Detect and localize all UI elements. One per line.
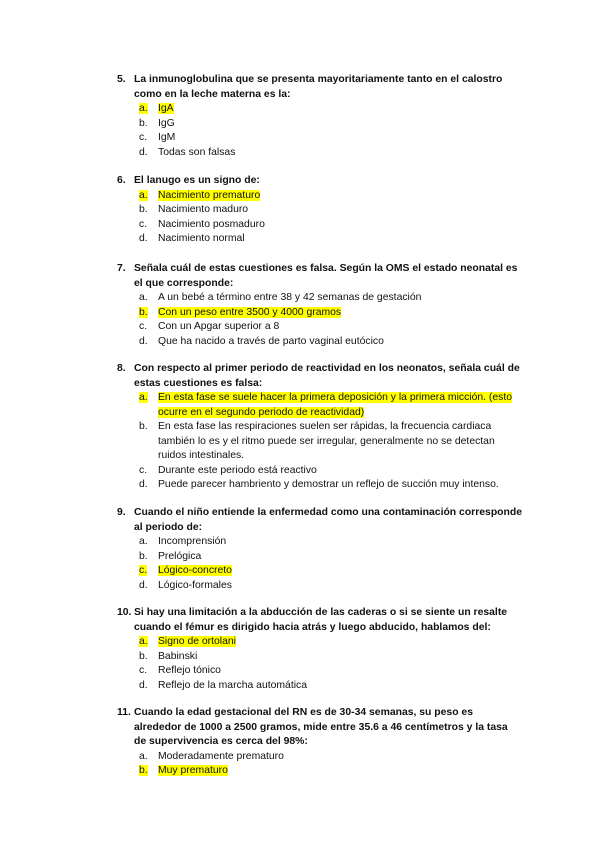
option-text: Babinski: [158, 650, 198, 662]
option: [139, 291, 522, 306]
option-letter: c.: [139, 565, 148, 576]
question-5: [117, 73, 522, 160]
option-letter: a.: [139, 292, 148, 303]
option: [139, 664, 522, 679]
question-line: [117, 606, 522, 635]
option-letter: b.: [139, 421, 148, 432]
option-highlighted: [139, 764, 522, 779]
question-text: El lanugo es un signo de:: [134, 175, 260, 186]
question-number: 9.: [117, 507, 126, 518]
option-text: Todas son falsas: [158, 146, 236, 158]
option: [139, 535, 522, 550]
question-line: [117, 506, 522, 535]
option-highlighted: [139, 635, 522, 650]
question-number: 5.: [117, 74, 126, 85]
question-8: [117, 362, 522, 493]
option-letter: c.: [139, 218, 148, 230]
option-text: Reflejo tónico: [158, 665, 221, 676]
question-text: Con respecto al primer periodo de reactividad en los neonatos, señala cuál de estas cuestiones es falsa:: [134, 363, 520, 389]
option: [139, 478, 522, 493]
question-line: [117, 174, 522, 189]
option: [139, 420, 522, 464]
question-line: [117, 362, 522, 391]
option-letter: d.: [139, 579, 148, 591]
option-letter: d.: [139, 335, 148, 347]
option-text: En esta fase se suele hacer la primera deposición y la primera micción. (esto ocurre en el segundo periodo de reactividad): [158, 392, 513, 418]
question-number: 7.: [117, 263, 126, 274]
option-highlighted: [139, 306, 522, 321]
option: [139, 131, 522, 146]
option-text: IgG: [158, 117, 175, 129]
option-text: Que ha nacido a través de parto vaginal eutócico: [158, 335, 384, 347]
option-letter: c.: [139, 464, 148, 476]
option: [139, 579, 522, 594]
option-text: IgM: [158, 132, 176, 143]
option: [139, 335, 522, 350]
option-letter: b.: [139, 117, 148, 129]
option: [139, 117, 522, 132]
option-text: Con un Apgar superior a 8: [158, 321, 280, 332]
question-9: [117, 506, 522, 593]
question-line: [117, 706, 522, 750]
option-text: Reflejo de la marcha automática: [158, 679, 308, 691]
option-letter: d.: [139, 233, 148, 244]
question-number: 11.: [117, 707, 131, 718]
options-list: [117, 535, 522, 593]
options-list: [117, 635, 522, 693]
option: [139, 679, 522, 694]
option-text: Lógico-formales: [158, 579, 232, 591]
option-letter: a.: [139, 636, 148, 647]
option-letter: d.: [139, 146, 148, 158]
option: [139, 320, 522, 335]
option-text: Signo de ortolani: [158, 636, 236, 647]
options-list: [117, 102, 522, 160]
option-text: Durante este periodo está reactivo: [158, 464, 317, 476]
option-letter: c.: [139, 132, 148, 143]
question-line: [117, 73, 522, 102]
option-text: Moderadamente prematuro: [158, 750, 284, 762]
option-text: Nacimiento maduro: [158, 204, 249, 215]
option: [139, 650, 522, 665]
option-text: Nacimiento posmaduro: [158, 218, 265, 230]
option-text: IgA: [158, 103, 174, 114]
option-letter: b.: [139, 650, 148, 662]
question-10: [117, 606, 522, 693]
question-text: Si hay una limitación a la abducción de las caderas o si se siente un resalte cuando el fémur es dirigido hacia atrás y luego abducido, hablamos del:: [134, 607, 508, 633]
question-6: [117, 174, 522, 247]
option: [139, 218, 522, 233]
option-letter: b.: [139, 765, 148, 776]
option-highlighted: [139, 391, 522, 420]
option-text: En esta fase las respiraciones suelen ser rápidas, la frecuencia cardiaca también lo es y el ritmo puede ser irregular, generalmente no se detectan ruidos intestinales.: [158, 421, 495, 461]
option-highlighted: [139, 189, 522, 204]
option-letter: a.: [139, 189, 148, 201]
option-letter: c.: [139, 321, 148, 332]
option-text: A un bebé a término entre 38 y 42 semanas de gestación: [158, 292, 422, 303]
option-text: Incomprensión: [158, 536, 227, 547]
option-letter: a.: [139, 392, 148, 403]
option: [139, 750, 522, 765]
options-list: [117, 391, 522, 493]
options-list: [117, 291, 522, 349]
option-text: Lógico-concreto: [158, 565, 232, 576]
option-letter: c.: [139, 665, 148, 676]
question-number: 10.: [117, 607, 132, 618]
option-highlighted: [139, 564, 522, 579]
option: [139, 550, 522, 565]
option-text: Con un peso entre 3500 y 4000 gramos: [158, 306, 342, 318]
option-letter: b.: [139, 306, 148, 318]
option-letter: a.: [139, 103, 148, 114]
option-letter: d.: [139, 679, 148, 691]
option-highlighted: [139, 102, 522, 117]
question-text: La inmunoglobulina que se presenta mayoritariamente tanto en el calostro como en la leche materna es la:: [134, 74, 503, 100]
options-list: [117, 189, 522, 247]
option: [139, 203, 522, 218]
question-text: Cuando el niño entiende la enfermedad como una contaminación corresponde al periodo de:: [134, 507, 522, 533]
question-number: 6.: [117, 175, 126, 186]
option-letter: b.: [139, 204, 148, 215]
question-7: [117, 262, 522, 349]
question-line: [117, 262, 522, 291]
question-text: Señala cuál de estas cuestiones es falsa. Según la OMS el estado neonatal es el que corresponde:: [134, 263, 518, 289]
option: [139, 464, 522, 479]
option-text: Puede parecer hambriento y demostrar un reflejo de succión muy intenso.: [158, 479, 499, 490]
option: [139, 146, 522, 161]
options-list: [117, 750, 522, 779]
option-text: Muy prematuro: [158, 765, 228, 776]
question-11: [117, 706, 522, 779]
option-letter: d.: [139, 479, 148, 490]
option-text: Nacimiento prematuro: [158, 189, 261, 201]
option-text: Prelógica: [158, 550, 202, 562]
question-text: Cuando la edad gestacional del RN es de 30-34 semanas, su peso es alrededor de 1000 a 2500 gramos, mide entre 35.6 a 46 centímetros y la tasa de supervivencia es cerca del 98%:: [134, 707, 508, 747]
option-letter: a.: [139, 750, 148, 762]
option: [139, 232, 522, 247]
option-letter: a.: [139, 536, 148, 547]
option-letter: b.: [139, 550, 148, 562]
question-number: 8.: [117, 363, 126, 374]
option-text: Nacimiento normal: [158, 233, 245, 244]
